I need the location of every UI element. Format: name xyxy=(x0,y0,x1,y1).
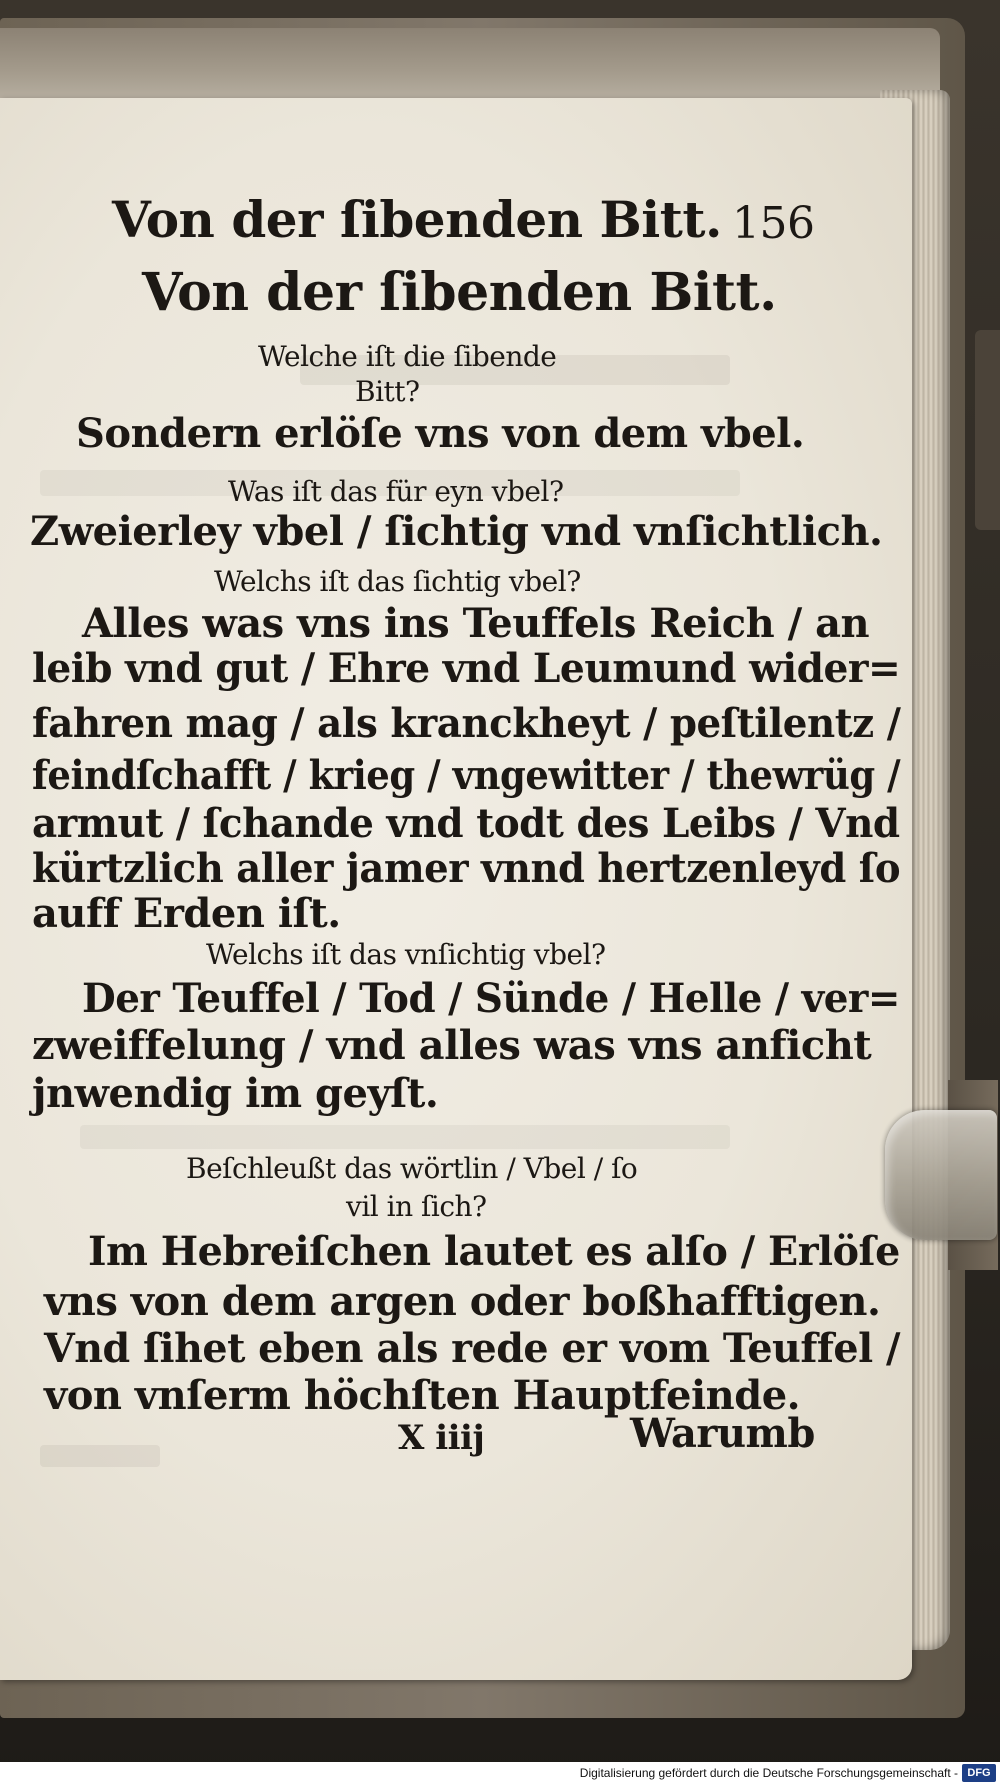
answer-line: Der Teuffel / Tod / Sünde / Helle / ver= xyxy=(82,975,900,1022)
chapter-title: Von der ſibenden Bitt. xyxy=(142,262,777,323)
book-side-tab xyxy=(975,330,1000,530)
answer-line: Vnd ſihet eben als rede er vom Teuffel / xyxy=(44,1325,900,1372)
answer-line: Sondern erlöſe vns von dem vbel. xyxy=(76,410,805,457)
question-line: Bitt? xyxy=(355,375,420,408)
credit-text: Digitalisierung gefördert durch die Deutsche Forschungsgemeinschaft - xyxy=(579,1766,958,1780)
answer-line: fahren mag / als kranckheyt / peſtilentz / xyxy=(32,700,901,747)
book-clasp xyxy=(885,1110,997,1240)
answer-line: Im Hebreiſchen lautet es alſo / Erlöſe xyxy=(88,1228,900,1275)
answer-line: feindſchafft / krieg / vngewitter / thewrüg / xyxy=(32,752,901,799)
question-line: Welche iſt die ſibende xyxy=(258,340,557,373)
answer-line: armut / ſchande vnd todt des Leibs / Vnd xyxy=(32,800,900,847)
answer-line: von vnſerm höchſten Hauptfeinde. xyxy=(44,1372,801,1419)
bleed-through-4 xyxy=(40,1445,160,1467)
book-top-edge xyxy=(0,28,940,98)
catchword: Warumb xyxy=(630,1410,815,1457)
question-line: Was iſt das für eyn vbel? xyxy=(228,475,564,508)
answer-line: auff Erden iſt. xyxy=(32,890,341,937)
question-line: Welchs iſt das ſichtig vbel? xyxy=(214,565,581,598)
answer-line: jnwendig im geyſt. xyxy=(32,1070,439,1117)
answer-line: vns von dem argen oder boßhafftigen. xyxy=(44,1278,881,1325)
question-line: Beſchleußt das wörtlin / Vbel / ſo xyxy=(186,1152,638,1185)
answer-line: Zweierley vbel / ſichtig vnd vnſichtlich. xyxy=(30,508,883,555)
question-line: vil in ſich? xyxy=(346,1190,487,1223)
answer-line: leib vnd gut / Ehre vnd Leumund wider= xyxy=(32,645,901,692)
running-title: Von der ſibenden Bitt. xyxy=(112,190,722,249)
signature-mark: X iiij xyxy=(398,1418,485,1458)
dfg-logo: DFG xyxy=(962,1764,996,1782)
answer-line: zweiffelung / vnd alles was vns anficht xyxy=(32,1022,872,1069)
bleed-through-3 xyxy=(80,1125,730,1149)
page-number: 156 xyxy=(732,198,815,249)
question-line: Welchs iſt das vnſichtig vbel? xyxy=(206,938,606,971)
answer-line: kürtzlich aller jamer vnnd hertzenleyd ſo xyxy=(32,845,901,892)
answer-line: Alles was vns ins Teuffels Reich / an xyxy=(82,600,870,647)
